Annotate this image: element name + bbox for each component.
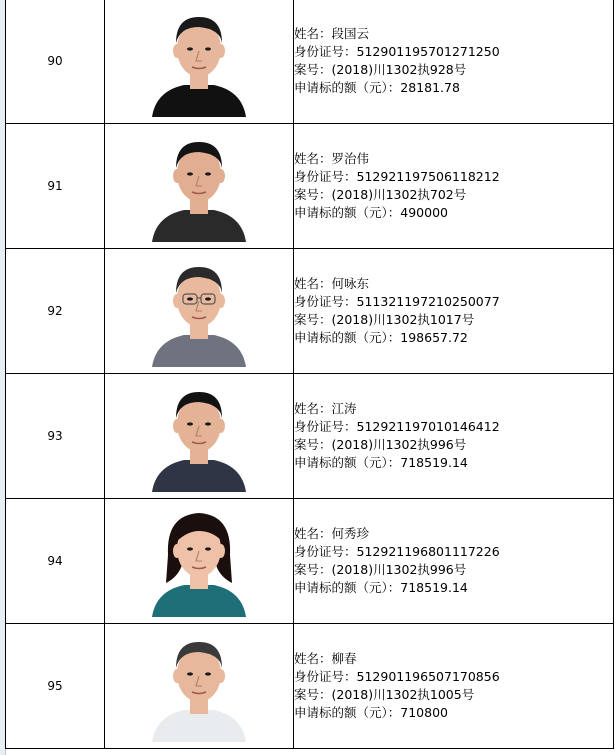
debtor-table [5,0,614,749]
row-index: 91 [6,124,105,249]
name-line [294,275,613,293]
id-number-line [294,668,613,686]
portrait-figure [150,255,248,367]
person-photo [150,130,248,242]
case-number-line-label: 案号： [294,62,332,77]
photo-cell [105,624,294,749]
photo-cell [105,124,294,249]
id-number-line-value: 511321197210250077 [356,294,500,309]
person-photo [150,380,248,492]
amount-line-label: 申请标的额（元）： [294,205,401,220]
name-line-value: 罗治伟 [331,151,370,166]
name-line-value: 柳春 [331,651,357,666]
photo-cell [105,374,294,499]
table-row [6,124,614,249]
name-line [294,25,613,43]
case-number-line [294,561,613,579]
amount-line-value: 490000 [400,205,448,220]
amount-line [294,79,613,97]
name-line-label: 姓名： [294,26,332,41]
photo-cell [105,249,294,374]
id-number-line [294,293,613,311]
row-index: 93 [6,374,105,499]
name-line [294,400,613,418]
case-number-line-label: 案号： [294,562,332,577]
row-index: 95 [6,624,105,749]
amount-line-label: 申请标的额（元）： [294,330,401,345]
id-number-line-value: 512921197010146412 [356,419,500,434]
case-number-line-value: (2018)川1302执702号 [331,187,467,202]
photo-cell [105,0,294,124]
row-index: 94 [6,499,105,624]
name-line-label: 姓名： [294,526,332,541]
case-number-line-value: (2018)川1302执1017号 [331,312,475,327]
name-line-value: 段国云 [331,26,370,41]
amount-line [294,579,613,597]
amount-line-label: 申请标的额（元）： [294,705,401,720]
amount-line [294,329,613,347]
person-photo [150,630,248,742]
name-line-label: 姓名： [294,151,332,166]
id-number-line-value: 512901195701271250 [356,44,500,59]
id-number-line-label: 身份证号： [294,544,357,559]
name-line-label: 姓名： [294,401,332,416]
info-cell [294,374,614,499]
case-number-line-label: 案号： [294,312,332,327]
info-cell [294,0,614,124]
id-number-line-value: 512901196507170856 [356,669,500,684]
row-index: 90 [6,0,105,124]
person-photo [150,255,248,367]
table-row [6,0,614,124]
person-photo [150,5,248,117]
name-line-label: 姓名： [294,651,332,666]
case-number-line [294,61,613,79]
row-index: 92 [6,249,105,374]
person-photo [150,505,248,617]
amount-line-label: 申请标的额（元）： [294,455,401,470]
table-row [6,249,614,374]
case-number-line-value: (2018)川1302执1005号 [331,687,475,702]
info-cell [294,499,614,624]
amount-line-value: 718519.14 [400,455,468,470]
id-number-line-value: 512921197506118212 [356,169,500,184]
name-line-value: 江涛 [331,401,357,416]
case-number-line [294,436,613,454]
photo-cell [105,499,294,624]
case-number-line [294,311,613,329]
id-number-line [294,418,613,436]
info-cell [294,124,614,249]
id-number-line [294,543,613,561]
table-row [6,624,614,749]
case-number-line-value: (2018)川1302执996号 [331,562,467,577]
name-line-value: 何秀珍 [331,526,370,541]
amount-line [294,204,613,222]
id-number-line [294,168,613,186]
amount-line-value: 198657.72 [400,330,468,345]
id-number-line [294,43,613,61]
case-number-line [294,186,613,204]
case-number-line-value: (2018)川1302执996号 [331,437,467,452]
amount-line-label: 申请标的额（元）： [294,80,401,95]
amount-line-value: 28181.78 [400,80,460,95]
id-number-line-label: 身份证号： [294,294,357,309]
case-number-line-label: 案号： [294,687,332,702]
amount-line-value: 718519.14 [400,580,468,595]
table-row [6,499,614,624]
info-cell [294,624,614,749]
id-number-line-label: 身份证号： [294,44,357,59]
table-row [6,374,614,499]
case-number-line [294,686,613,704]
case-number-line-label: 案号： [294,437,332,452]
amount-line-label: 申请标的额（元）： [294,580,401,595]
name-line [294,525,613,543]
case-number-line-label: 案号： [294,187,332,202]
id-number-line-label: 身份证号： [294,419,357,434]
portrait-figure [150,130,248,242]
amount-line [294,704,613,722]
portrait-figure [150,505,248,617]
name-line [294,150,613,168]
name-line-value: 何咏东 [331,276,370,291]
amount-line [294,454,613,472]
name-line-label: 姓名： [294,276,332,291]
name-line [294,650,613,668]
portrait-figure [150,380,248,492]
id-number-line-value: 512921196801117226 [356,544,500,559]
id-number-line-label: 身份证号： [294,169,357,184]
portrait-figure [150,630,248,742]
portrait-figure [150,5,248,117]
info-cell [294,249,614,374]
id-number-line-label: 身份证号： [294,669,357,684]
case-number-line-value: (2018)川1302执928号 [331,62,467,77]
amount-line-value: 710800 [400,705,448,720]
